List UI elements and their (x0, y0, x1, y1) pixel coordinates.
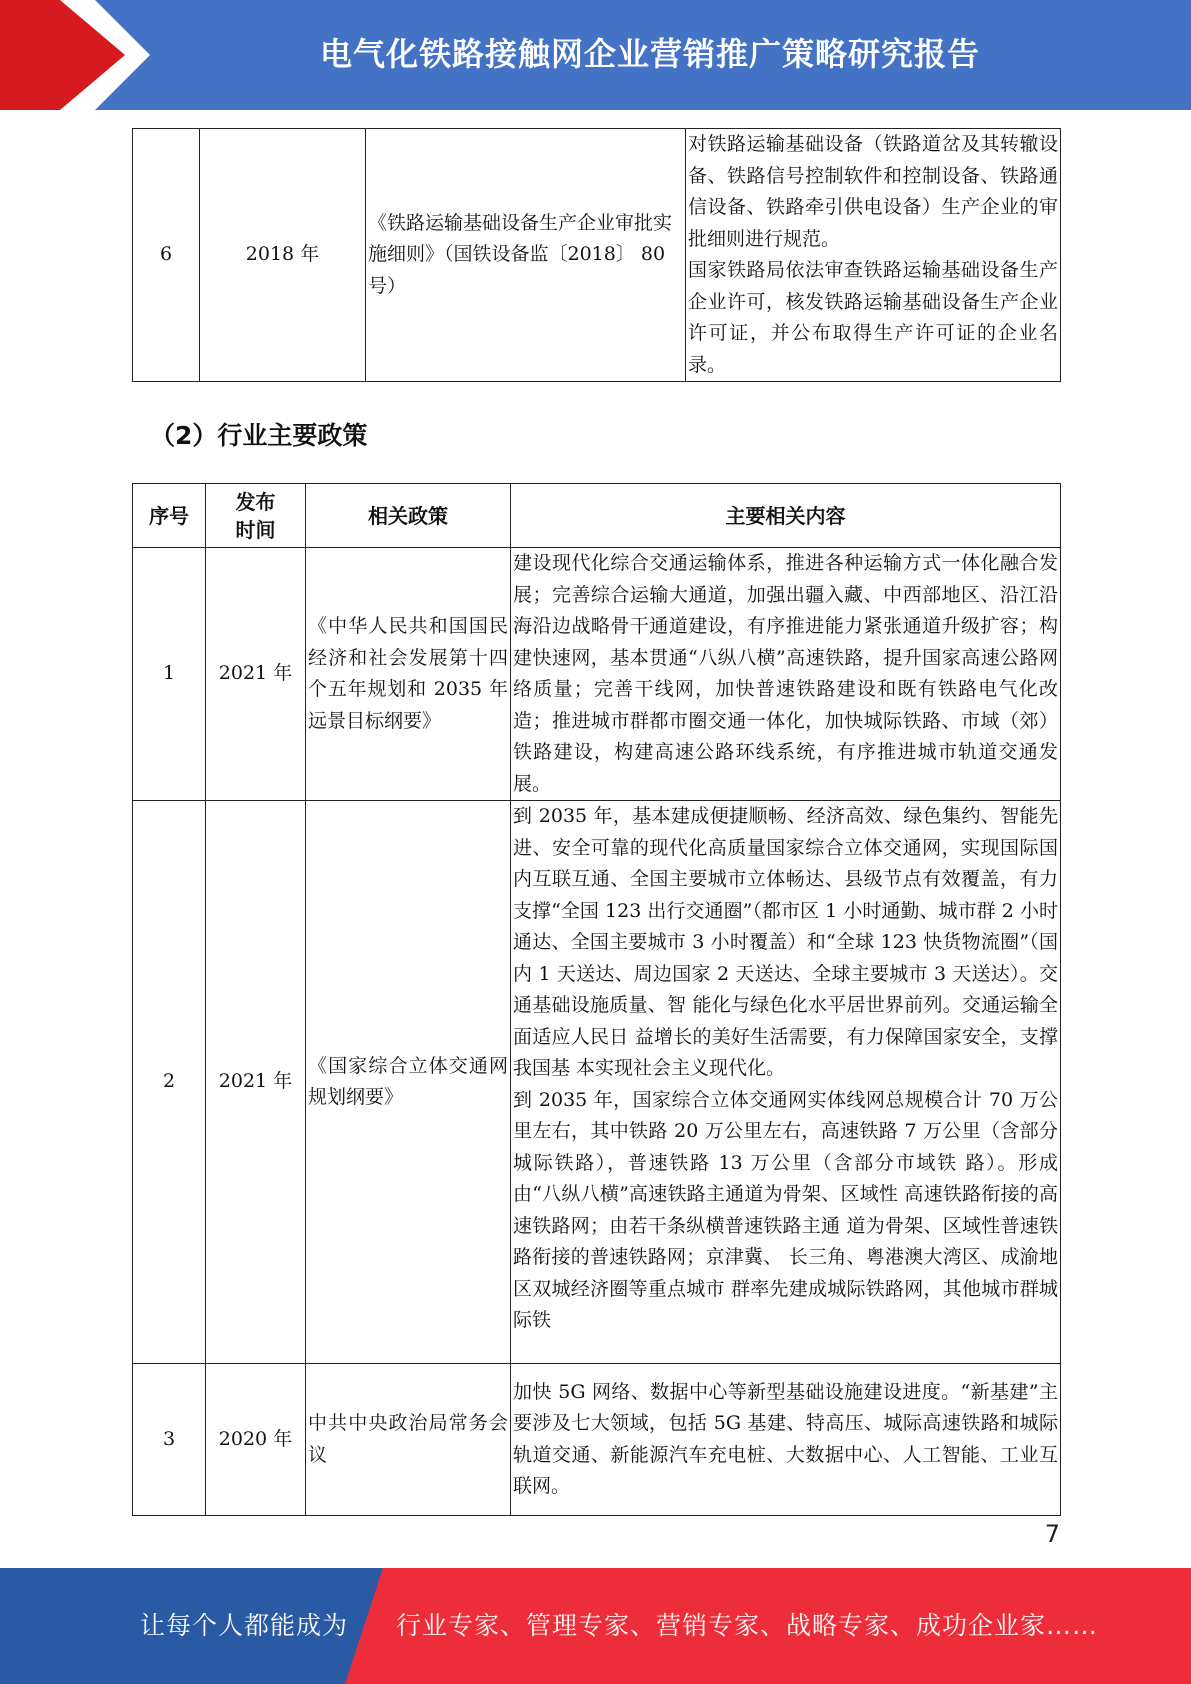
header-date-line2: 时间 (235, 517, 276, 542)
header-content: 主要相关内容 (511, 484, 1061, 548)
regulation-table-continued (132, 128, 1061, 382)
page-header (0, 0, 1191, 110)
row-content (511, 1364, 1061, 1516)
row-content (511, 801, 1061, 1364)
table-row (133, 548, 1061, 801)
content-paragraph: 到 2035 年，基本建成便捷顺畅、经济高效、绿色集约、智能先进、安全可靠的现代化高质量国家综合立体交通网，实现国际国内互联互通、全国主要城市立体畅达、县级节点有效覆盖，有力支撑“全国 123 出行交通圈”（都市区 1 小时通勤、城市群 2 小时通达、全国主要城市 3 小时覆盖）和“全球 123 快货物流圈”（国内 1 天送达、周边国家 2 天送达、全球主要城市 3 天送达）。交通基础设施质量、智 能化与绿色化水平居世界前列。交通运输全面适应人民日 益增长的美好生活需要，有力保障国家安全，支撑我国基 本实现社会主义现代化。 (513, 805, 1058, 1079)
table-header-row (133, 484, 1061, 548)
content-paragraph: 对铁路运输基础设备（铁路道岔及其转辙设备、铁路信号控制软件和控制设备、铁路通信设备、铁路牵引供电设备）生产企业的审批细则进行规范。 (688, 133, 1058, 250)
row-index: 6 (133, 129, 200, 382)
report-title: 电气化铁路接触网企业营销推广策略研究报告 (319, 35, 980, 73)
row-index: 3 (133, 1364, 206, 1516)
row-content (511, 548, 1061, 801)
content-paragraph: 国家铁路局依法审查铁路运输基础设备生产企业许可，核发铁路运输基础设备生产企业许可证，并公布取得生产许可证的企业名录。 (688, 259, 1058, 376)
row-policy: 《中华人民共和国国民经济和社会发展第十四个五年规划和 2035 年远景目标纲要》 (306, 548, 511, 801)
policy-table (132, 483, 1061, 1516)
table-row (133, 1364, 1061, 1516)
section-heading: （2）行业主要政策 (150, 421, 368, 450)
header-date (206, 484, 306, 548)
footer-slogan-left: 让每个人都能成为 (140, 1611, 349, 1640)
table-row (133, 129, 1061, 382)
row-index: 2 (133, 801, 206, 1364)
content-paragraph: 建设现代化综合交通运输体系，推进各种运输方式一体化融合发展；完善综合运输大通道，加强出疆入藏、中西部地区、沿江沿海沿边战略骨干通道建设，有序推进能力紧张通道升级扩容；构建快速网，基本贯通“八纵八横”高速铁路，提升国家高速公路网络质量；完善干线网，加快普速铁路建设和既有铁路电气化改造；推进城市群都市圈交通一体化，加快城际铁路、市域（郊）铁路建设，构建高速公路环线系统，有序推进城市轨道交通发展。 (513, 552, 1058, 795)
table-row (133, 801, 1061, 1364)
page-number: 7 (1044, 1520, 1060, 1548)
header-chevron-decoration (0, 0, 150, 110)
row-policy: 中共中央政治局常务会议 (306, 1364, 511, 1516)
row-year: 2020 年 (206, 1364, 306, 1516)
row-policy: 《铁路运输基础设备生产企业审批实施细则》（国铁设备监〔2018〕 80 号） (366, 129, 686, 382)
content-paragraph: 加快 5G 网络、数据中心等新型基础设施建设进度。“新基建”主要涉及七大领域，包括 5G 基建、特高压、城际高速铁路和城际轨道交通、新能源汽车充电桩、大数据中心、人工智能、工业互联网。 (513, 1380, 1058, 1497)
row-year: 2021 年 (206, 548, 306, 801)
row-year: 2018 年 (200, 129, 366, 382)
row-content (686, 129, 1061, 382)
footer-slogan-right: 行业专家、管理专家、营销专家、战略专家、成功企业家…… (396, 1611, 1099, 1640)
page-footer (0, 1568, 1191, 1684)
header-policy: 相关政策 (306, 484, 511, 548)
content-paragraph: 到 2035 年，国家综合立体交通网实体线网总规模合计 70 万公里左右，其中铁路 20 万公里左右，高速铁路 7 万公里（含部分城际铁路），普速铁路 13 万公里（含部分市域铁 路）。形成由“八纵八横”高速铁路主通道为骨架、区域性 高速铁路衔接的高速铁路网；由若干条纵横普速铁路主通 道为骨架、区域性普速铁路衔接的普速铁路网；京津冀、 长三角、粤港澳大湾区、成渝地区双城经济圈等重点城市 群率先建成城际铁路网，其他城市群城际铁 (513, 1088, 1058, 1331)
row-policy: 《国家综合立体交通网规划纲要》 (306, 801, 511, 1364)
row-index: 1 (133, 548, 206, 801)
header-date-line1: 发布 (235, 489, 276, 514)
row-year: 2021 年 (206, 801, 306, 1364)
header-index: 序号 (133, 484, 206, 548)
